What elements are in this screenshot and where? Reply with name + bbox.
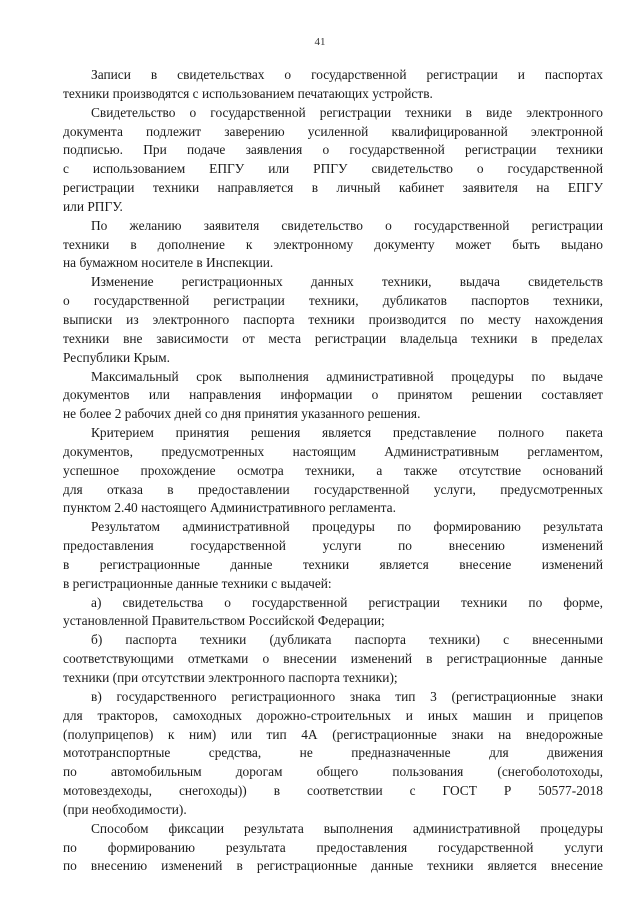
text-line: документов, предусмотренных настоящим Административным регламентом, (63, 443, 603, 459)
text-line: соответствующими отметками о внесении изменений в регистрационные данные (63, 651, 603, 667)
text-line: по автомобильным дорогам общего пользования (снегоболотоходы, (63, 764, 603, 780)
text-line: а) свидетельства о государственной регистрации техники по форме, (91, 594, 603, 610)
text-line: успешное прохождение осмотра техники, а также отсутствие оснований (63, 462, 603, 478)
text-line: Критерием принятия решения является представление полного пакета (91, 425, 603, 441)
text-line: не более 2 рабочих дней со дня принятия указанного решения. (63, 406, 421, 422)
text-line: Результатом административной процедуры по формированию результата (91, 519, 603, 535)
text-line: Максимальный срок выполнения административной процедуры по выдаче (91, 368, 603, 384)
text-line: По желанию заявителя свидетельство о государственной регистрации (91, 217, 603, 233)
text-line: мотовездеходы, снегоходы)) в соответствии с ГОСТ Р 50577-2018 (63, 783, 603, 799)
text-line: регистрации техники направляется в личный кабинет заявителя на ЕПГУ (63, 180, 603, 196)
text-line: техники производятся с использованием печатающих устройств. (63, 85, 433, 101)
page-number: 41 (314, 36, 326, 48)
text-line: в регистрационные данные техники является внесение изменений (63, 556, 603, 572)
text-line: по внесению изменений в регистрационные данные техники является внесение (63, 858, 603, 874)
text-line: пунктом 2.40 настоящего Административного регламента. (63, 500, 396, 516)
text-line: на бумажном носителе в Инспекции. (63, 255, 274, 271)
document-text (63, 66, 603, 876)
text-line: Свидетельство о государственной регистрации техники в виде электронного (91, 104, 603, 120)
text-line: мототранспортные средства, не предназначенные для движения (63, 745, 603, 761)
text-line: (полуприцепов) к ним) или тип 4А (регистрационные знаки на внедорожные (63, 726, 603, 742)
text-line: Изменение регистрационных данных техники, выдача свидетельств (91, 274, 603, 290)
text-line: для тракторов, самоходных дорожно-строительных и иных машин и прицепов (63, 707, 603, 723)
text-line: Записи в свидетельствах о государственной регистрации и паспортах (91, 67, 603, 82)
text-line: Республики Крым. (63, 349, 170, 365)
text-line: о государственной регистрации техники, дубликатов паспортов техники, (63, 293, 603, 309)
text-line: с использованием ЕПГУ или РПГУ свидетельство о государственной (63, 161, 603, 177)
text-line: техники (при отсутствии электронного паспорта техники); (63, 670, 398, 685)
text-line: подписью. При подаче заявления о государственной регистрации техники (63, 142, 603, 158)
text-line: в регистрационные данные техники с выдачей: (63, 575, 332, 591)
text-line: предоставления государственной услуги по внесению изменений (63, 538, 603, 554)
text-line: выписки из электронного паспорта техники производится по месту нахождения (63, 311, 603, 327)
text-line: в) государственного регистрационного знака тип 3 (регистрационные знаки (91, 688, 603, 704)
text-line: документов или направления информации о принятом решении составляет (63, 387, 603, 403)
text-line: или РПГУ. (63, 198, 123, 214)
text-line: документа подлежит заверению усиленной квалифицированной электронной (63, 123, 603, 139)
text-line: б) паспорта техники (дубликата паспорта техники) с внесенными (91, 632, 603, 648)
text-line: установленной Правительством Российской Федерации; (63, 613, 385, 629)
text-line: техники в дополнение к электронному документу может быть выдано (63, 236, 603, 252)
text-line: для отказа в предоставлении государственной услуги, предусмотренных (63, 481, 603, 497)
text-line: по формированию результата предоставления государственной услуги (63, 839, 603, 855)
text-line: Способом фиксации результата выполнения административной процедуры (91, 820, 603, 836)
text-line: техники вне зависимости от места регистрации владельца техники в пределах (63, 330, 603, 346)
text-line: (при необходимости). (63, 801, 187, 817)
